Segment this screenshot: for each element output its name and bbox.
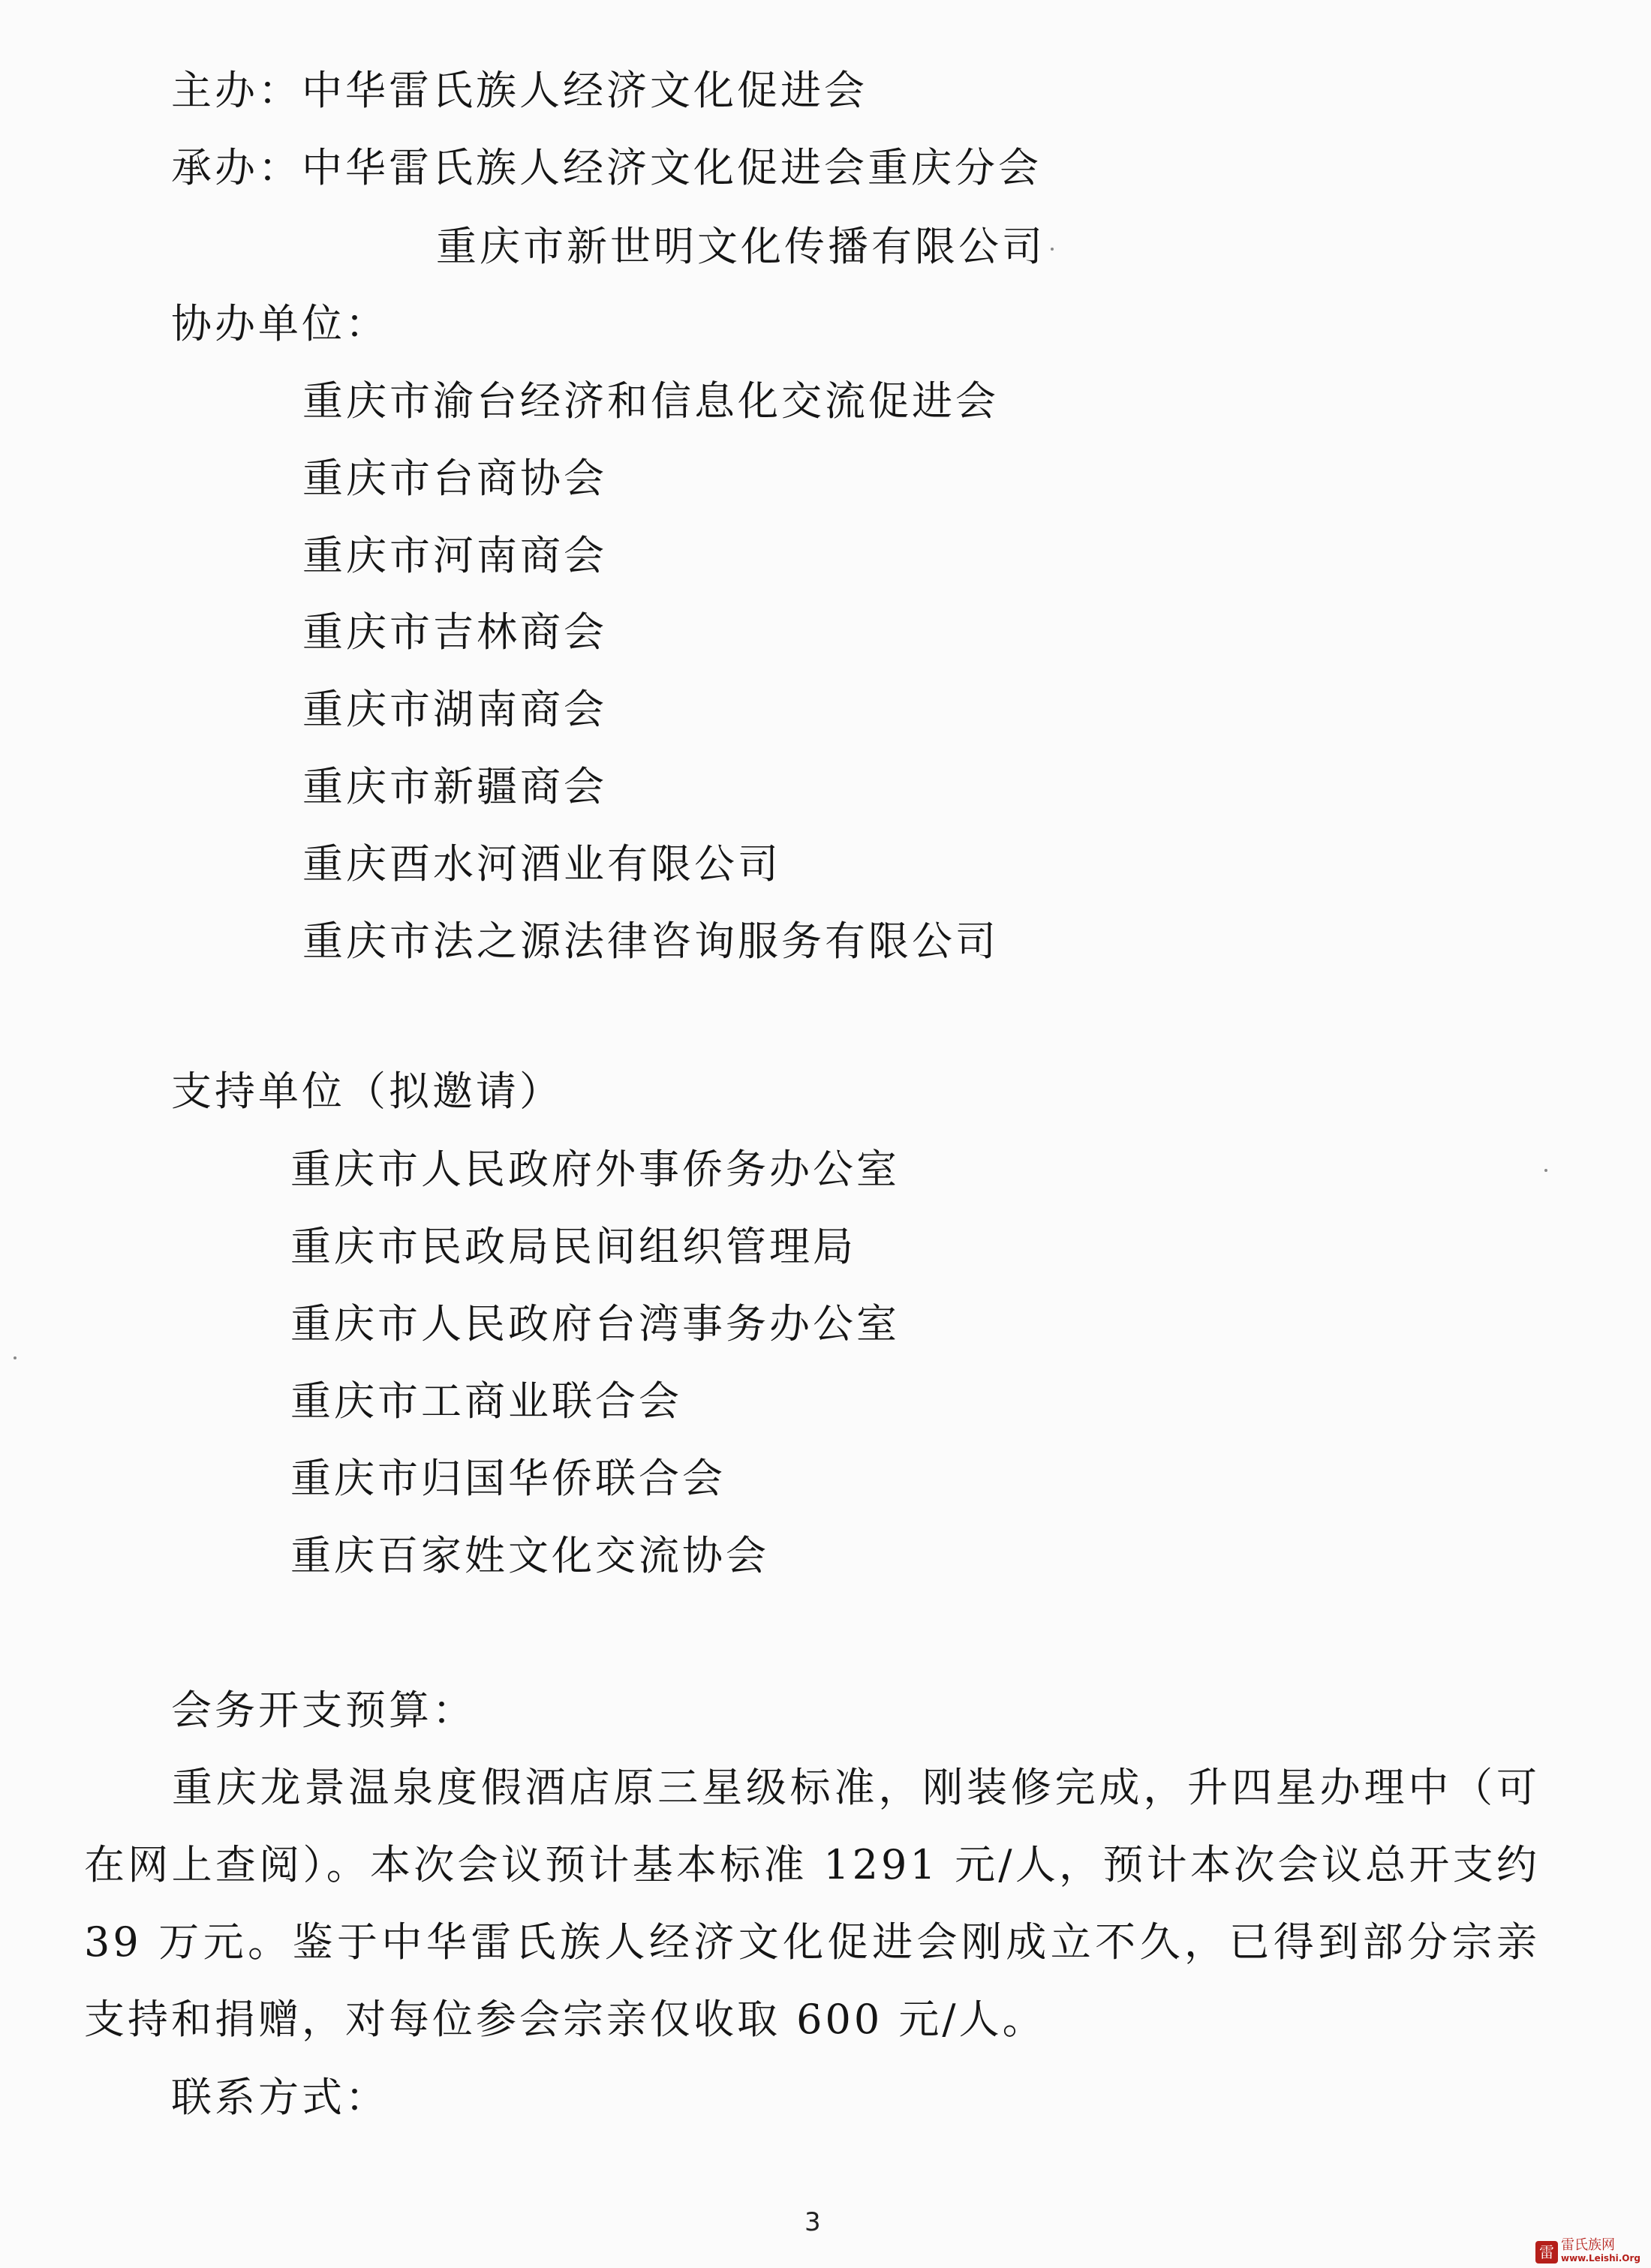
assisting-unit-item: 重庆市河南商会 <box>302 532 607 579</box>
scan-speck <box>14 1356 17 1359</box>
co-organizer-name: 重庆市新世明文化传播有限公司 <box>436 223 1045 270</box>
assisting-unit-item: 重庆市新疆商会 <box>302 763 607 810</box>
site-watermark <box>1535 2238 1640 2263</box>
watermark-name: 雷氏族网 <box>1560 2237 1615 2253</box>
assisting-unit-item: 重庆市法之源法律咨询服务有限公司 <box>302 918 999 965</box>
supporting-unit-item: 重庆市人民政府外事侨务办公室 <box>290 1146 900 1193</box>
co-organizer-line <box>171 142 1042 194</box>
watermark-text <box>1561 2238 1640 2263</box>
page-number: 3 <box>804 2207 821 2237</box>
scan-speck <box>1051 248 1054 251</box>
assisting-unit-item: 重庆市湖南商会 <box>302 686 607 733</box>
contact-heading: 联系方式： <box>171 2074 389 2121</box>
organizer-line <box>171 65 868 117</box>
supporting-unit-item: 重庆市工商业联合会 <box>290 1377 682 1425</box>
budget-heading: 会务开支预算： <box>171 1687 476 1734</box>
assisting-unit-item: 重庆市渝台经济和信息化交流促进会 <box>302 377 999 425</box>
assisting-unit-item: 重庆酉水河酒业有限公司 <box>302 840 781 888</box>
watermark-seal-icon: 雷 <box>1535 2241 1558 2263</box>
co-organizer-label: 承办： <box>171 144 302 191</box>
watermark-url: www.Leishi.Org <box>1560 2253 1640 2263</box>
scan-speck <box>1544 1169 1547 1172</box>
supporting-unit-item: 重庆市归国华侨联合会 <box>290 1455 726 1502</box>
supporting-unit-item: 重庆市人民政府台湾事务办公室 <box>290 1300 900 1347</box>
supporting-unit-item: 重庆市民政局民间组织管理局 <box>290 1223 856 1270</box>
assisting-unit-item: 重庆市吉林商会 <box>302 608 607 656</box>
organizer-name: 中华雷氏族人经济文化促进会 <box>302 67 868 114</box>
supporting-units-heading: 支持单位（拟邀请） <box>171 1068 563 1115</box>
supporting-unit-item: 重庆百家姓文化交流协会 <box>290 1532 769 1579</box>
assisting-unit-item: 重庆市台商协会 <box>302 455 607 502</box>
organizer-label: 主办： <box>171 67 302 114</box>
assisting-units-heading: 协办单位： <box>171 300 389 347</box>
co-organizer-name: 中华雷氏族人经济文化促进会重庆分会 <box>302 144 1042 191</box>
budget-paragraph: 重庆龙景温泉度假酒店原三星级标准，刚装修完成，升四星办理中（可在网上查阅）。本次会议预计基本标准 1291 元/人，预计本次会议总开支约 39 万元。鉴于中华雷氏族人经济文化促进会刚成立不久，已得到部分宗亲支持和捐赠，对每位参会宗亲仅收取 600 元/人。 <box>84 1764 1540 2043</box>
